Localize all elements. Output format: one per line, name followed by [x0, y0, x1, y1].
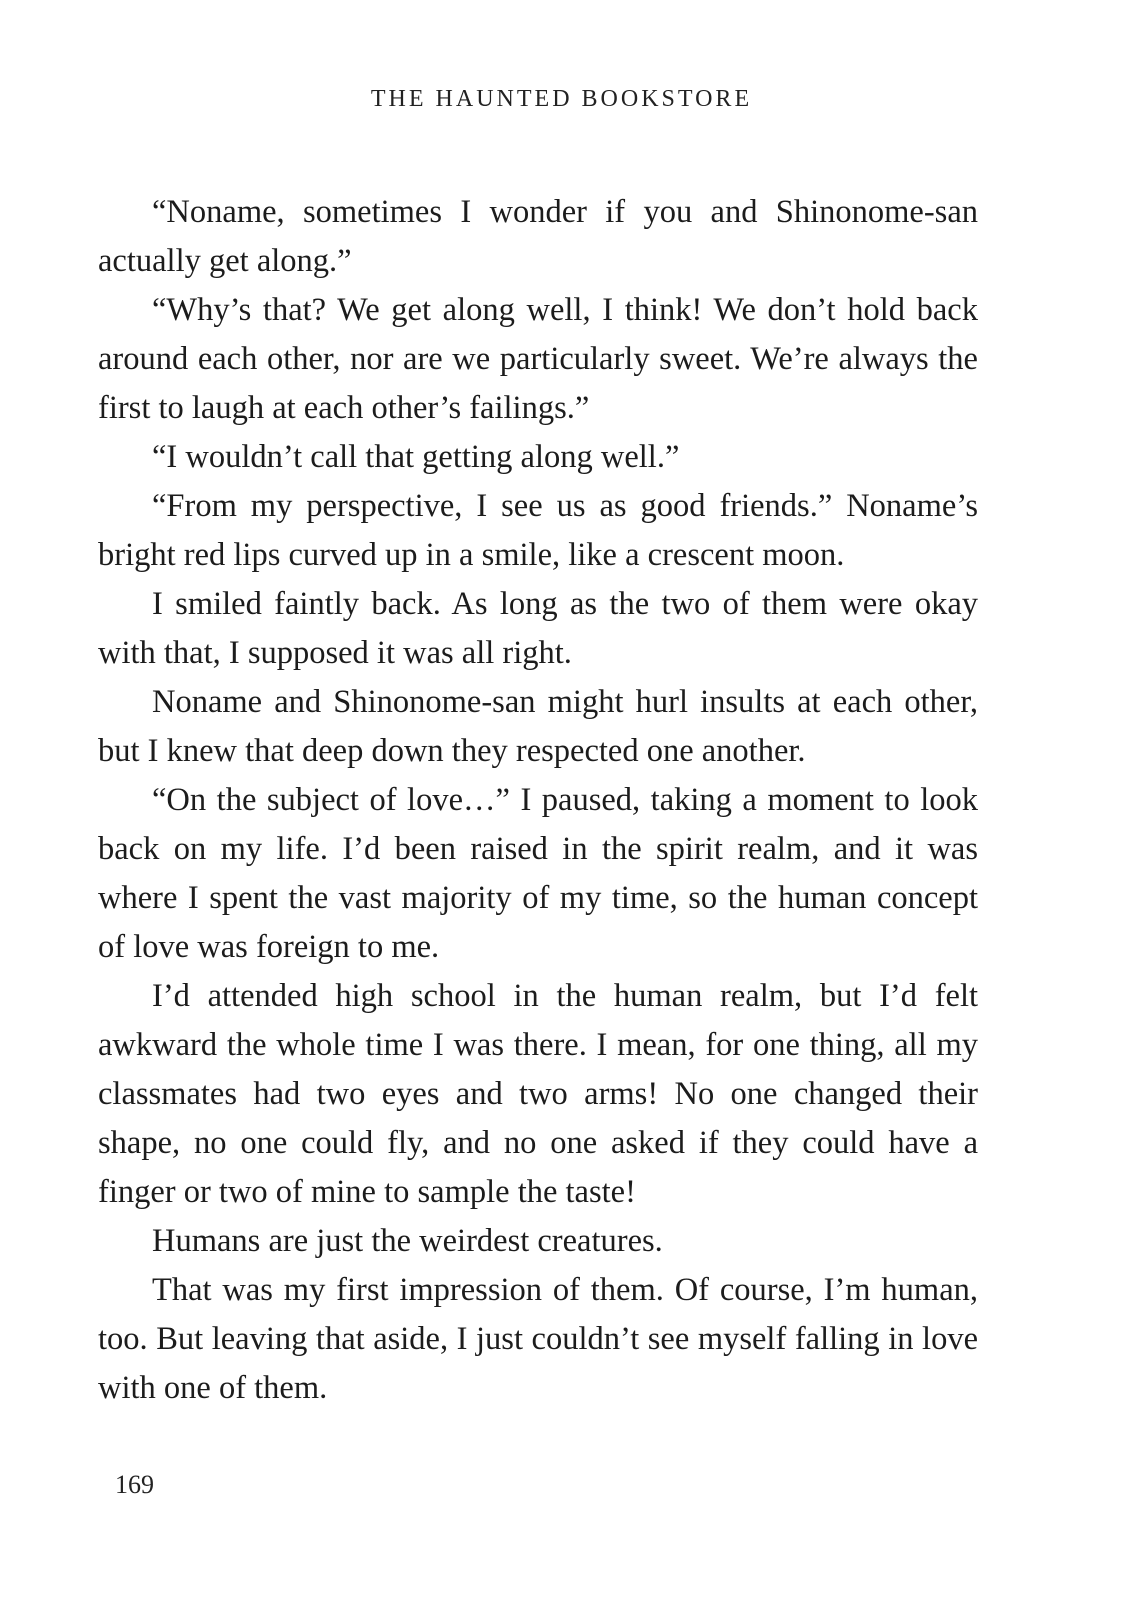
- paragraph: Noname and Shinonome-san might hurl insults at each other, but I knew that deep down they respected one another.: [98, 684, 978, 769]
- paragraph: That was my first impression of them. Of course, I’m human, too. But leaving that aside, I just couldn’t see myself falling in love with one of them.: [98, 1272, 978, 1406]
- paragraph: “Why’s that? We get along well, I think! We don’t hold back around each other, nor are we particularly sweet. We’re always the first to laugh at each other’s failings.”: [98, 292, 978, 426]
- paragraph: Humans are just the weirdest creatures.: [152, 1223, 663, 1259]
- paragraph: I smiled faintly back. As long as the two of them were okay with that, I supposed it was all right.: [98, 586, 978, 671]
- body-text: [98, 188, 978, 1413]
- paragraph: “On the subject of love…” I paused, taking a moment to look back on my life. I’d been raised in the spirit realm, and it was where I spent the vast majority of my time, so the human concept of love was foreign to me.: [98, 782, 978, 965]
- paragraph: I’d attended high school in the human realm, but I’d felt awkward the whole time I was there. I mean, for one thing, all my classmates had two eyes and two arms! No one changed their shape, no one could fly, and no one asked if they could have a finger or two of mine to sample the taste!: [98, 978, 978, 1210]
- page-number: 169: [115, 1470, 154, 1499]
- paragraph: “Noname, sometimes I wonder if you and Shinonome-san actually get along.”: [98, 194, 978, 279]
- paragraph: “From my perspective, I see us as good friends.” Noname’s bright red lips curved up in a smile, like a crescent moon.: [98, 488, 978, 573]
- paragraph: “I wouldn’t call that getting along well.”: [152, 439, 680, 475]
- running-header: THE HAUNTED BOOKSTORE: [370, 86, 753, 112]
